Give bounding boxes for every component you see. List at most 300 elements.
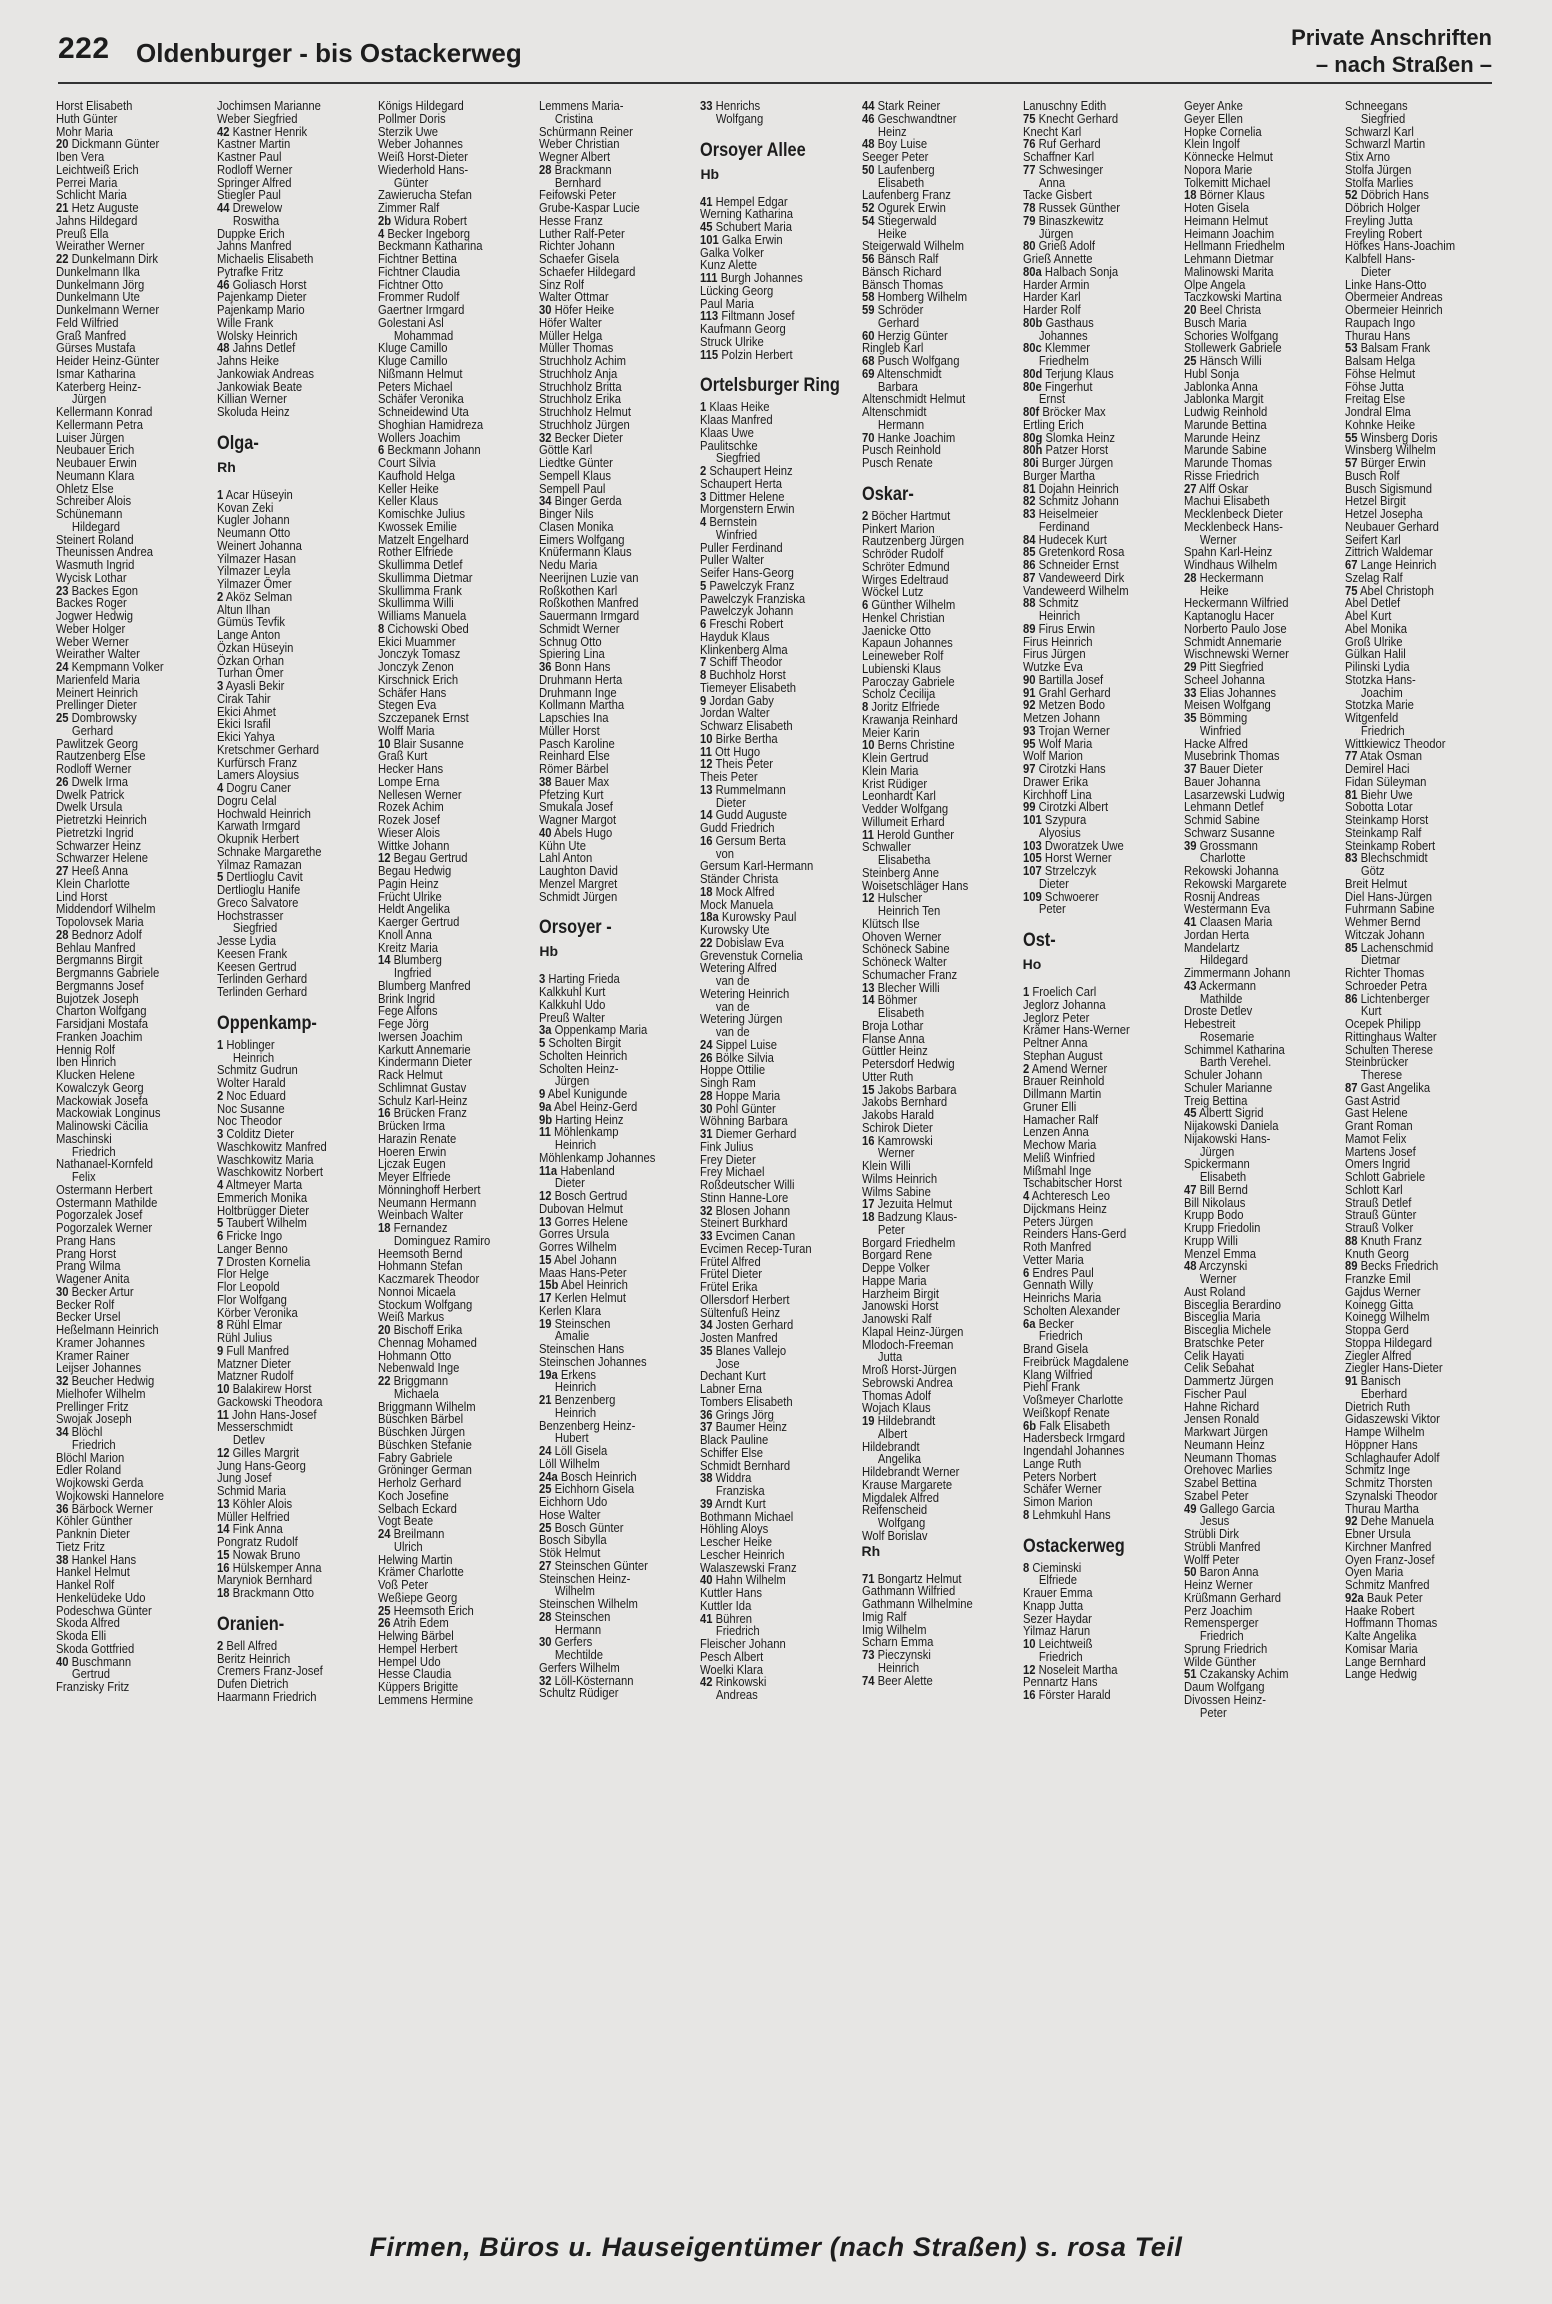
resident-name: Druhmann Inge xyxy=(539,684,617,700)
resident-name: Yilmaz Harun xyxy=(1022,1623,1090,1639)
house-number: 38 xyxy=(700,1470,713,1486)
resident-name: Matzelt Engelhard xyxy=(378,531,469,547)
house-number: 88 xyxy=(1022,595,1036,611)
resident-name: Neumann Otto xyxy=(217,525,291,540)
house-number: 77 xyxy=(1022,161,1036,177)
resident-name: von xyxy=(716,845,735,861)
resident-name: Rinkowski xyxy=(716,1674,767,1690)
resident-name: Lind Horst xyxy=(56,888,108,904)
resident-name: Kalkkuhl Udo xyxy=(539,996,606,1012)
resident-name: Dojahn Heinrich xyxy=(1038,480,1119,496)
resident-name: Bernstein xyxy=(709,514,758,529)
resident-name: Heemsoth Erich xyxy=(393,1602,475,1618)
house-number: 1 xyxy=(700,399,707,415)
resident-name: Hohmann Otto xyxy=(378,1347,452,1363)
resident-name: Wutzke Eva xyxy=(1022,659,1083,674)
resident-name: Patzer Horst xyxy=(1045,442,1108,458)
house-number: 26 xyxy=(56,773,69,789)
resident-name: Klinkenberg Alma xyxy=(700,641,789,657)
resident-name: Wischnewski Werner xyxy=(1183,646,1289,662)
resident-name: Gudd Friedrich xyxy=(700,820,775,835)
resident-name: Jaenicke Otto xyxy=(861,622,931,638)
resident-name: Gast Astrid xyxy=(1344,1092,1400,1108)
resident-name: Steinkamp Horst xyxy=(1344,812,1429,827)
resident-name: Jürgen xyxy=(71,391,107,407)
resident-name: Daum Wolfgang xyxy=(1183,1679,1265,1694)
resident-name: Elisabeth xyxy=(877,1005,924,1020)
resident-name: Koinegg Gitta xyxy=(1344,1296,1414,1312)
resident-name: Hochstrasser xyxy=(217,907,284,923)
resident-name: Lange Bernhard xyxy=(1344,1653,1426,1669)
resident-name: Kovan Zeki xyxy=(217,499,274,515)
resident-name: Fingerhut xyxy=(1044,378,1093,394)
resident-name: Endres Paul xyxy=(1032,1264,1094,1280)
house-number: 8 xyxy=(217,1317,224,1333)
resident-name: Mackowiak Longinus xyxy=(56,1105,161,1121)
entry-continuation xyxy=(700,1689,831,1702)
resident-name: Ingendahl Johannes xyxy=(1022,1443,1125,1458)
house-number: 43 xyxy=(1183,977,1197,993)
house-number: 92 xyxy=(1022,697,1036,713)
resident-name: Bosch Günter xyxy=(554,1519,624,1535)
resident-name: Ertling Erich xyxy=(1022,416,1084,432)
resident-name: Steinkamp Robert xyxy=(1344,837,1436,853)
resident-name: Krupp Bodo xyxy=(1183,1207,1244,1223)
resident-name: Hahn Wilhelm xyxy=(716,1572,787,1588)
resident-name: Dieter xyxy=(555,1175,586,1191)
resident-name: Hennig Rolf xyxy=(56,1041,115,1057)
resident-name: Jahns Heike xyxy=(217,353,280,368)
house-number: 97 xyxy=(1022,761,1036,776)
resident-name: Feld Wilfried xyxy=(56,314,119,330)
resident-name: Drawer Erika xyxy=(1022,773,1088,789)
resident-name: Iben Vera xyxy=(56,149,105,164)
house-number: 32 xyxy=(700,1202,713,1218)
resident-name: Pollmer Doris xyxy=(378,110,446,126)
house-number: 58 xyxy=(861,289,875,305)
resident-name: Stoppa Gerd xyxy=(1344,1322,1409,1337)
resident-name: Pietretzki Ingrid xyxy=(56,824,134,840)
resident-name: Steinkamp Ralf xyxy=(1344,824,1422,840)
house-number: 88 xyxy=(1344,1232,1358,1248)
resident-name: Flor Helge xyxy=(217,1266,270,1282)
resident-name: Labner Erna xyxy=(700,1381,763,1396)
footer-note: Firmen, Büros u. Hauseigentümer (nach Straßen) s. rosa Teil xyxy=(369,2232,1183,2262)
resident-name: Ogurek Erwin xyxy=(877,200,946,215)
resident-name: Weiß Horst-Dieter xyxy=(378,149,469,164)
resident-name: Blanes Vallejo xyxy=(716,1342,787,1358)
street-heading: Oskar- xyxy=(861,483,914,505)
resident-name: Dominguez Ramiro xyxy=(394,1232,491,1248)
house-number: 28 xyxy=(700,1087,713,1103)
resident-name: Schneider Ernst xyxy=(1038,557,1119,572)
resident-name: Liedtke Günter xyxy=(539,455,614,470)
resident-name: Wiederhold Hans- xyxy=(378,161,469,177)
resident-name: Orehovec Marlies xyxy=(1183,1462,1273,1478)
resident-name: Steinschen Hans xyxy=(539,1341,625,1356)
resident-name: Struck Ulrike xyxy=(700,333,765,349)
resident-name: Malinowski Marita xyxy=(1183,263,1274,279)
resident-name: Heinrich xyxy=(232,1049,275,1065)
resident-name: Jankowiak Andreas xyxy=(217,365,315,381)
house-number: 5 xyxy=(217,1215,224,1231)
house-number: 21 xyxy=(539,1392,552,1407)
house-number: 90 xyxy=(1022,671,1036,687)
resident-name: Kühn Ute xyxy=(539,837,587,853)
resident-name: Lachenschmid xyxy=(1360,939,1434,955)
resident-name: Schwarzer Helene xyxy=(56,850,149,866)
resident-name: Aköz Selman xyxy=(225,588,293,604)
resident-name: Jordan Walter xyxy=(700,705,771,721)
resident-name: Rodloff Werner xyxy=(56,761,132,776)
resident-name: Seeger Peter xyxy=(861,149,928,164)
resident-name: Dubovan Helmut xyxy=(539,1200,624,1216)
resident-name: Schneegans xyxy=(1344,100,1408,113)
resident-name: Prang Wilma xyxy=(56,1258,121,1274)
resident-name: Puller Ferdinand xyxy=(700,539,784,555)
resident-name: Wöckel Lutz xyxy=(861,584,923,600)
resident-name: Happe Maria xyxy=(861,1272,927,1288)
house-number: 67 xyxy=(1344,557,1358,572)
resident-name: Strauß Volker xyxy=(1344,1220,1414,1235)
resident-name: Krause Margarete xyxy=(861,1476,952,1492)
resident-name: Neubauer Erwin xyxy=(56,455,137,470)
resident-name: Blumberg xyxy=(393,952,443,968)
entry-continuation xyxy=(1184,1704,1315,1720)
resident-name: Matzner Dieter xyxy=(217,1355,291,1371)
resident-name: Bauer Dieter xyxy=(1199,761,1263,776)
resident-name: Hempel Udo xyxy=(378,1653,441,1669)
resident-name: Firus Erwin xyxy=(1038,620,1095,636)
resident-name: Skoluda Heinz xyxy=(217,404,290,419)
resident-name: Hildebrandt xyxy=(877,1413,935,1428)
resident-name: Borgard Friedhelm xyxy=(861,1234,955,1250)
house-number: 6 xyxy=(378,442,385,458)
resident-name: Wasmuth Ingrid xyxy=(56,557,135,572)
resident-name: Schmidt Werner xyxy=(539,620,620,636)
resident-name: Stockum Wolfgang xyxy=(378,1296,473,1312)
resident-name: Schreiber Alois xyxy=(56,493,132,509)
resident-name: Gasthaus xyxy=(1045,314,1094,330)
resident-name: Komischke Julius xyxy=(378,506,466,521)
resident-name: Winfried xyxy=(716,526,758,542)
resident-name: Acar Hüseyin xyxy=(225,486,293,502)
resident-name: Geyer Ellen xyxy=(1183,110,1243,126)
house-number: 18 xyxy=(700,883,713,899)
resident-name: Szczepanek Ernst xyxy=(378,710,469,725)
resident-name: Sinz Rolf xyxy=(539,276,585,292)
resident-name: Blöchl Marion xyxy=(56,1449,125,1465)
resident-name: Voß Peter xyxy=(378,1577,429,1592)
resident-name: Olpe Angela xyxy=(1183,276,1246,292)
resident-name: Höfer Heike xyxy=(554,302,615,317)
resident-name: Harazin Renate xyxy=(378,1130,457,1146)
resident-name: Pusch Renate xyxy=(861,455,933,470)
resident-name: Gidaszewski Viktor xyxy=(1344,1411,1440,1427)
resident-name: Schuler Johann xyxy=(1183,1067,1263,1082)
resident-name: Franken Joachim xyxy=(56,1028,143,1044)
resident-name: Marunde Bettina xyxy=(1183,416,1267,432)
resident-name: Hahne Richard xyxy=(1183,1398,1259,1414)
resident-name: Gerhard xyxy=(71,722,114,738)
resident-name: Krupp Friedolin xyxy=(1183,1220,1261,1235)
resident-name: Burger Martha xyxy=(1022,467,1095,483)
resident-name: Jutta xyxy=(877,1349,902,1365)
resident-name: Wetering Jürgen xyxy=(700,1011,783,1027)
resident-name: Schwarzl Martin xyxy=(1344,136,1425,152)
resident-name: Steinschen xyxy=(554,1315,611,1331)
resident-entry xyxy=(378,1691,509,1707)
resident-name: Fichtner Otto xyxy=(378,276,444,292)
house-number: 10 xyxy=(378,735,391,751)
house-number: 2 xyxy=(1022,1060,1029,1076)
house-number: 18 xyxy=(861,1209,875,1224)
resident-name: Schröder Rudolf xyxy=(861,546,943,561)
resident-name: Zawierucha Stefan xyxy=(378,187,473,203)
resident-name: Pusch Wolfgang xyxy=(877,353,960,368)
house-number: 1 xyxy=(1022,984,1029,999)
house-number: 32 xyxy=(56,1373,69,1388)
resident-name: Pennartz Hans xyxy=(1022,1674,1098,1690)
resident-name: Szypura xyxy=(1044,812,1086,827)
resident-name: Oyen Maria xyxy=(1344,1564,1404,1580)
house-number: 34 xyxy=(700,1317,713,1333)
resident-name: Pawlitzek Georg xyxy=(56,735,138,751)
resident-name: Jonczyk Tomasz xyxy=(378,646,461,662)
resident-name: Heßelmann Heinrich xyxy=(56,1322,159,1337)
resident-name: Luiser Jürgen xyxy=(56,429,125,445)
directory-column xyxy=(1023,100,1172,2230)
resident-name: Altenschmidt xyxy=(861,404,927,419)
house-number: 57 xyxy=(1344,455,1358,470)
resident-name: Busch Maria xyxy=(1183,314,1247,330)
house-number: 20 xyxy=(378,1322,391,1337)
resident-name: Becker Rolf xyxy=(56,1296,115,1312)
resident-name: Treig Bettina xyxy=(1183,1092,1248,1108)
resident-name: Schmitz Johann xyxy=(1038,493,1119,509)
resident-name: John Hans-Josef xyxy=(232,1406,317,1422)
resident-name: Rodloff Werner xyxy=(217,161,293,177)
resident-name: Hildebrandt Werner xyxy=(861,1464,959,1479)
resident-name: Busch Rolf xyxy=(1344,467,1400,483)
resident-name: Jochimsen Marianne xyxy=(217,100,322,113)
resident-name: Bischoff Erika xyxy=(393,1322,463,1337)
resident-name: Bauer Max xyxy=(554,773,610,789)
resident-name: Elisabeth xyxy=(1199,1169,1246,1184)
house-number: 33 xyxy=(700,100,713,113)
resident-name: Wilms Sabine xyxy=(861,1183,931,1199)
resident-name: Migdalek Alfred xyxy=(861,1489,939,1505)
resident-name: Messerschmidt xyxy=(217,1419,293,1435)
resident-name: Morgenstern Erwin xyxy=(700,501,795,517)
resident-name: Hamacher Ralf xyxy=(1022,1111,1098,1127)
resident-name: Knoll Anna xyxy=(378,926,433,942)
resident-name: Becker xyxy=(1038,1315,1074,1331)
resident-name: Heinrich xyxy=(555,1137,597,1152)
resident-name: Vedder Wolfgang xyxy=(861,801,948,816)
house-number: 75 xyxy=(1344,582,1358,598)
resident-name: Dehe Manuela xyxy=(1360,1513,1434,1529)
resident-name: Wieser Alois xyxy=(378,824,441,840)
resident-name: Gajdus Werner xyxy=(1344,1283,1421,1299)
resident-name: Topolovsek Maria xyxy=(56,914,144,929)
resident-name: Kirchner Manfred xyxy=(1344,1538,1432,1554)
resident-name: Gallego Garcia xyxy=(1199,1500,1275,1516)
resident-name: Petersdorf Hedwig xyxy=(861,1056,955,1071)
resident-name: Nijakowski Hans- xyxy=(1183,1130,1271,1146)
resident-name: Pongratz Rudolf xyxy=(217,1534,298,1549)
resident-name: Jürgen xyxy=(1199,1143,1235,1159)
resident-name: Schlott Karl xyxy=(1344,1181,1403,1197)
resident-name: Graß Kurt xyxy=(378,748,428,764)
house-number: 50 xyxy=(861,161,875,177)
resident-name: Friedrich xyxy=(71,1436,116,1452)
resident-name: Harder Rolf xyxy=(1022,302,1081,317)
house-number: 91 xyxy=(1344,1373,1358,1388)
house-number: 107 xyxy=(1022,863,1042,878)
resident-name: Rosemarie xyxy=(1199,1028,1255,1044)
section-heading-line-1: Private Anschriften xyxy=(1291,25,1492,50)
resident-name: Königs Hildegard xyxy=(378,100,464,113)
resident-name: Dertlioglu Cavit xyxy=(226,869,303,885)
house-number: 80f xyxy=(1022,404,1039,419)
resident-name: Altun Ilhan xyxy=(217,601,271,617)
resident-name: Dunkelmann Werner xyxy=(56,302,160,317)
resident-name: Lichtenberger xyxy=(1360,990,1430,1006)
resident-name: Weinbach Walter xyxy=(378,1207,464,1223)
resident-name: Bongartz Helmut xyxy=(877,1570,962,1586)
resident-name: Heeß Anna xyxy=(71,863,129,878)
house-number: 40 xyxy=(56,1653,69,1669)
resident-name: Harting Frieda xyxy=(548,971,621,987)
resident-name: Grevenstuk Cornelia xyxy=(700,947,804,963)
resident-name: Bisceglia Michele xyxy=(1183,1322,1271,1337)
house-number: 18 xyxy=(1183,187,1197,203)
resident-name: Stotzka Marie xyxy=(1344,697,1414,713)
house-number: 20 xyxy=(56,136,69,152)
house-number: 26 xyxy=(700,1049,713,1065)
resident-name: Colditz Dieter xyxy=(226,1126,295,1141)
house-number: 35 xyxy=(700,1342,713,1358)
resident-name: Abel Monika xyxy=(1344,620,1407,636)
house-number: 73 xyxy=(861,1647,875,1662)
resident-name: Rautzenberg Else xyxy=(56,748,146,764)
resident-name: Pilinski Lydia xyxy=(1344,659,1410,674)
resident-name: Bosch Gertrud xyxy=(554,1188,628,1203)
resident-name: Krawanja Reinhard xyxy=(861,711,958,727)
resident-name: Hose Walter xyxy=(539,1506,601,1522)
resident-name: Neumann Heinz xyxy=(1183,1436,1265,1452)
resident-name: Obermeier Heinrich xyxy=(1344,302,1443,317)
resident-name: Weber Holger xyxy=(56,620,126,636)
resident-name: Halbach Sonja xyxy=(1044,263,1118,279)
resident-name: Gülkan Halil xyxy=(1344,646,1406,662)
resident-name: Haake Robert xyxy=(1344,1602,1415,1618)
resident-name: Beckmann Katharina xyxy=(378,238,483,254)
resident-name: Köhler Günther xyxy=(56,1513,133,1529)
house-number: 53 xyxy=(1344,340,1358,356)
resident-name: Brink Ingrid xyxy=(378,990,436,1006)
resident-name: Charton Wolfgang xyxy=(56,1003,147,1019)
resident-name: Lescher Heike xyxy=(700,1534,773,1549)
house-number: 80a xyxy=(1022,263,1042,279)
house-number: 12 xyxy=(1022,1661,1036,1677)
resident-name: Freschi Robert xyxy=(709,616,784,631)
resident-name: Martens Josef xyxy=(1344,1143,1416,1159)
resident-name: Kindermann Dieter xyxy=(378,1054,473,1070)
resident-name: Höfer Walter xyxy=(539,314,603,330)
resident-name: Struchholz Helmut xyxy=(539,404,632,419)
resident-name: Bartilla Josef xyxy=(1038,671,1103,687)
house-number: 42 xyxy=(700,1674,713,1690)
resident-name: Bratschke Peter xyxy=(1183,1334,1264,1350)
resident-name: Beucher Hedwig xyxy=(71,1373,155,1388)
resident-name: Nebenwald Inge xyxy=(378,1360,460,1376)
resident-name: Sempell Paul xyxy=(539,480,606,496)
resident-name: Williams Manuela xyxy=(378,608,467,623)
house-number: 79 xyxy=(1022,212,1036,228)
resident-name: Bonn Hans xyxy=(554,659,611,674)
resident-name: Podeschwa Günter xyxy=(56,1602,152,1618)
resident-name: Keller Klaus xyxy=(378,493,439,509)
resident-name: Waschkowitz Maria xyxy=(217,1151,314,1167)
resident-name: Weißkopf Renate xyxy=(1022,1404,1110,1420)
resident-name: Abel Christoph xyxy=(1359,582,1434,598)
resident-name: Strauß Detlef xyxy=(1344,1194,1412,1210)
resident-name: Mock Manuela xyxy=(700,896,774,912)
resident-name: Marunde Sabine xyxy=(1183,442,1267,458)
resident-name: Winfried xyxy=(1199,722,1241,738)
street-heading: Olga- xyxy=(217,432,259,454)
resident-name: Hempel Herbert xyxy=(378,1640,458,1656)
resident-name: Kellermann Petra xyxy=(56,416,144,432)
resident-name: Jesse Lydia xyxy=(217,933,277,948)
resident-name: Prellinger Fritz xyxy=(56,1398,129,1414)
resident-name: Heimann Helmut xyxy=(1183,212,1268,228)
resident-name: Beritz Heinrich xyxy=(217,1650,291,1666)
resident-name: Scholten Heinrich xyxy=(539,1047,628,1063)
resident-name: Wollers Joachim xyxy=(378,429,461,445)
resident-name: Kerlen Helmut xyxy=(554,1290,627,1305)
resident-name: Becks Friedrich xyxy=(1360,1258,1439,1274)
house-number: 9 xyxy=(217,1342,224,1358)
resident-name: Kramer Johannes xyxy=(56,1334,145,1350)
resident-name: Knecht Gerhard xyxy=(1038,110,1118,126)
resident-name: Winsberg Doris xyxy=(1360,429,1438,445)
resident-name: Schlicht Maria xyxy=(56,187,127,203)
resident-name: Gersum Berta xyxy=(716,832,787,848)
resident-name: Hubl Sonja xyxy=(1183,365,1239,381)
resident-name: Wolff Peter xyxy=(1183,1551,1240,1567)
resident-name: Kaufmann Georg xyxy=(700,321,787,336)
house-number: 18a xyxy=(700,909,720,925)
resident-name: Baron Anna xyxy=(1199,1564,1259,1580)
resident-name: Ziegler Hans-Dieter xyxy=(1344,1360,1443,1376)
resident-name: Amend Werner xyxy=(1031,1060,1107,1076)
house-number: 6a xyxy=(1022,1315,1036,1331)
resident-name: Ruf Gerhard xyxy=(1038,136,1101,152)
house-number: 101 xyxy=(1022,812,1042,827)
resident-name: Detlev xyxy=(232,1432,265,1447)
resident-name: Peters Norbert xyxy=(1022,1468,1096,1484)
resident-name: Beckmann Johann xyxy=(387,442,481,458)
resident-name: Hayduk Klaus xyxy=(700,628,770,644)
house-number: 6 xyxy=(700,616,707,631)
house-number: 32 xyxy=(539,1672,552,1688)
resident-name: Spiering Lina xyxy=(539,646,606,662)
resident-name: Horst Werner xyxy=(1044,850,1112,866)
house-number: 24a xyxy=(539,1468,559,1484)
